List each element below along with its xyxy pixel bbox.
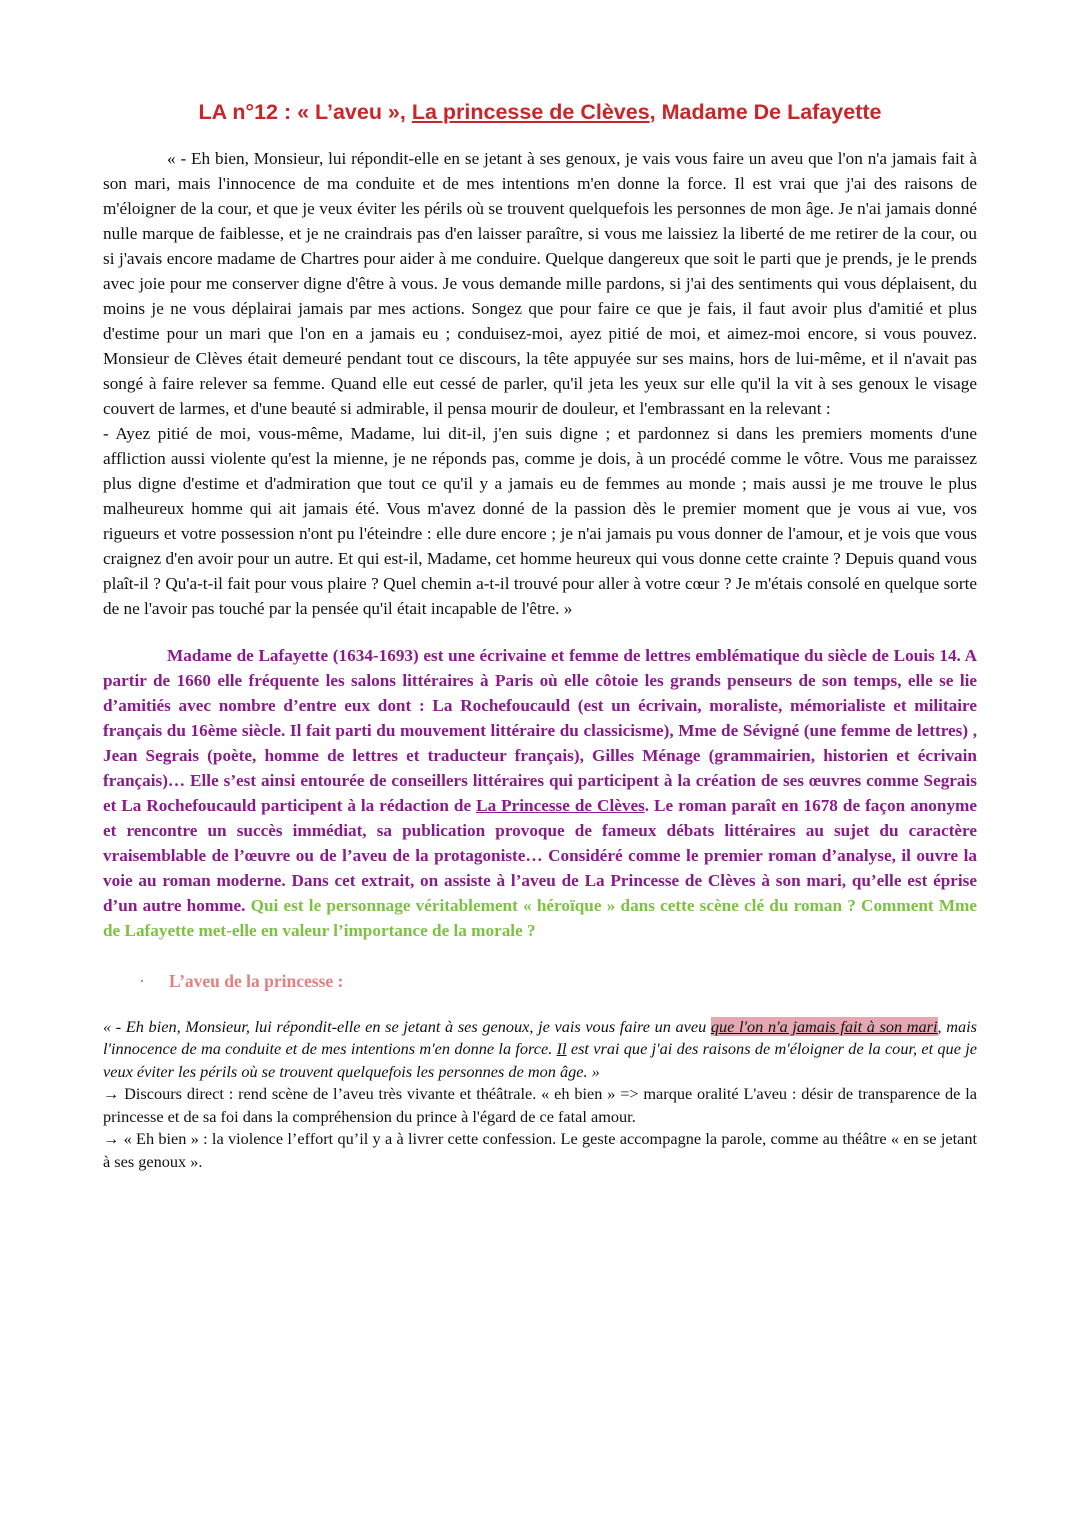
- title-prefix: LA n°12 : « L’aveu »,: [198, 100, 412, 124]
- quote-paragraph-2: - Ayez pitié de moi, vous-même, Madame, lui dit-il, j'en suis digne ; et pardonnez si dans les premiers moments d'une affliction aussi violente qu'est la mienne, je ne réponds pas, comme je dois, à un procédé comme le vôtre. Vous me paraissez plus digne d'estime et d'admiration que tout ce qu'il y a jamais eu de femmes au monde ; mais aussi je me trouve le plus malheureux homme qui ait jamais été. Vous m'avez donné de la passion dès le premier moment que je vous ai vue, vos rigueurs et votre possession n'ont pu l'éteindre : elle dure encore ; je n'ai jamais pu vous donner de l'amour, et je vois que vous craignez d'en avoir pour un autre. Et qui est-il, Madame, cet homme heureux qui vous donne cette crainte ? Depuis quand vous plaît-il ? Qu'a-t-il fait pour vous plaire ? Quel chemin a-t-il trouvé pour aller à votre cœur ? Je m'étais consolé en quelque sorte de ne l'avoir pas touché par la pensée qu'il était incapable de l'être. »: [103, 423, 977, 618]
- document-page: [103, 100, 977, 1173]
- excerpt-underlined-il: Il: [556, 1039, 567, 1059]
- title-suffix: , Madame De Lafayette: [649, 100, 882, 124]
- quote-paragraph-1: « - Eh bien, Monsieur, lui répondit-elle en se jetant à ses genoux, je vais vous faire un aveu que l'on n'a jamais fait à son mari, mais l'innocence de ma conduite et de mes intentions m'en donne la force. Il est vrai que j'ai des raisons de m'éloigner de la cour, et que je veux éviter les périls où se trouvent quelquefois les personnes de mon âge. Je n'ai jamais donné nulle marque de faiblesse, et je ne craindrais pas d'en laisser paraître, si vous me laissiez la liberté de me retirer de la cour, ou si j'avais encore madame de Chartres pour aider à me conduire. Quelque dangereux que soit le parti que je prends, je le prends avec joie pour me conserver digne d'être à vous. Je vous demande mille pardons, si j'ai des sentiments qui vous déplaisent, du moins je ne vous déplairai jamais par mes actions. Songez que pour faire ce que je fais, il faut avoir plus d'amitié et plus d'estime pour un mari que l'on en a jamais eu ; conduisez-moi, ayez pitié de moi, et aimez-moi encore, si vous pouvez. Monsieur de Clèves était demeuré pendant tout ce discours, la tête appuyée sur ses mains, hors de lui-même, et il n'avait pas songé à faire relever sa femme. Quand elle eut cessé de parler, qu'il jeta les yeux sur elle qu'il la vit à ses genoux le visage couvert de larmes, et d'une beauté si admirable, il pensa mourir de douleur, et l'embrassant en la relevant :: [103, 148, 977, 418]
- analysis-note-2: → « Eh bien » : la violence l’effort qu’il y a à livrer cette confession. Le geste accompagne la parole, comme au théâtre « en se jetant à ses genoux ».: [103, 1129, 977, 1171]
- author-introduction: [103, 643, 977, 943]
- quoted-passage: [103, 146, 977, 621]
- bullet-icon: ·: [139, 970, 145, 991]
- section-heading: [103, 969, 977, 994]
- title-work: La princesse de Clèves: [411, 100, 650, 124]
- excerpt-highlight: que l'on n'a jamais fait à son mari: [710, 1016, 938, 1036]
- section-heading-text: L’aveu de la princesse :: [169, 970, 344, 991]
- excerpt-text-1: « - Eh bien, Monsieur, lui répondit-elle en se jetant à ses genoux, je vais vous faire un aveu: [103, 1016, 711, 1036]
- excerpt-text-2: , mais l'innocence de ma conduite et de mes intentions m'en donne la force.: [103, 1016, 977, 1059]
- excerpt-text-3: est vrai que j'ai des raisons de m'éloigner de la cour, et que je veux éviter les périls où se trouvent quelquefois les personnes de mon âge. »: [103, 1039, 977, 1081]
- intro-text-1: Madame de Lafayette (1634-1693) est une écrivaine et femme de lettres emblématique du siècle de Louis 14. A partir de 1660 elle fréquente les salons littéraires à Paris où elle côtoie les grands penseurs de son temps, elle se lie d’amitiés avec nombre d’entre eux dont : La Rochefoucauld (est un écrivain, moraliste, mémorialiste et militaire français du 16ème siècle. Il fait parti du mouvement littéraire du classicisme), Mme de Sévigné (une femme de lettres) , Jean Segrais (poète, homme de lettres et traducteur français), Gilles Ménage (grammairien, historien et écrivain français)… Elle s’est ainsi entourée de conseillers littéraires qui participent à la création de ses œuvres comme Segrais et La Rochefoucauld participent à la rédaction de: [103, 645, 977, 815]
- problematique: Qui est le personnage véritablement « héroïque » dans cette scène clé du roman ? Comment Mme de Lafayette met-elle en valeur l’importance de la morale ?: [103, 895, 977, 940]
- intro-text-2: . Le roman paraît en 1678 de façon anonyme et rencontre un succès immédiat, sa publication provoque de fameux débats littéraires au sujet du caractère vraisemblable de l’œuvre ou de l’aveu de la protagoniste… Considéré comme le premier roman d’analyse, il ouvre la voie au roman moderne. Dans cet extrait, on assiste à l’aveu de La Princesse de Clèves à son mari, qu’elle est éprise d’un autre homme.: [103, 795, 977, 915]
- excerpt-quote: [103, 1016, 977, 1084]
- analysis-note-1: → Discours direct : rend scène de l’aveu très vivante et théâtrale. « eh bien » => marque oralité L'aveu : désir de transparence de la princesse et de sa foi dans la compréhension du prince à l'égard de ce fatal amour.: [103, 1084, 977, 1126]
- intro-work-title: La Princesse de Clèves: [476, 795, 645, 815]
- page-title: [103, 100, 977, 126]
